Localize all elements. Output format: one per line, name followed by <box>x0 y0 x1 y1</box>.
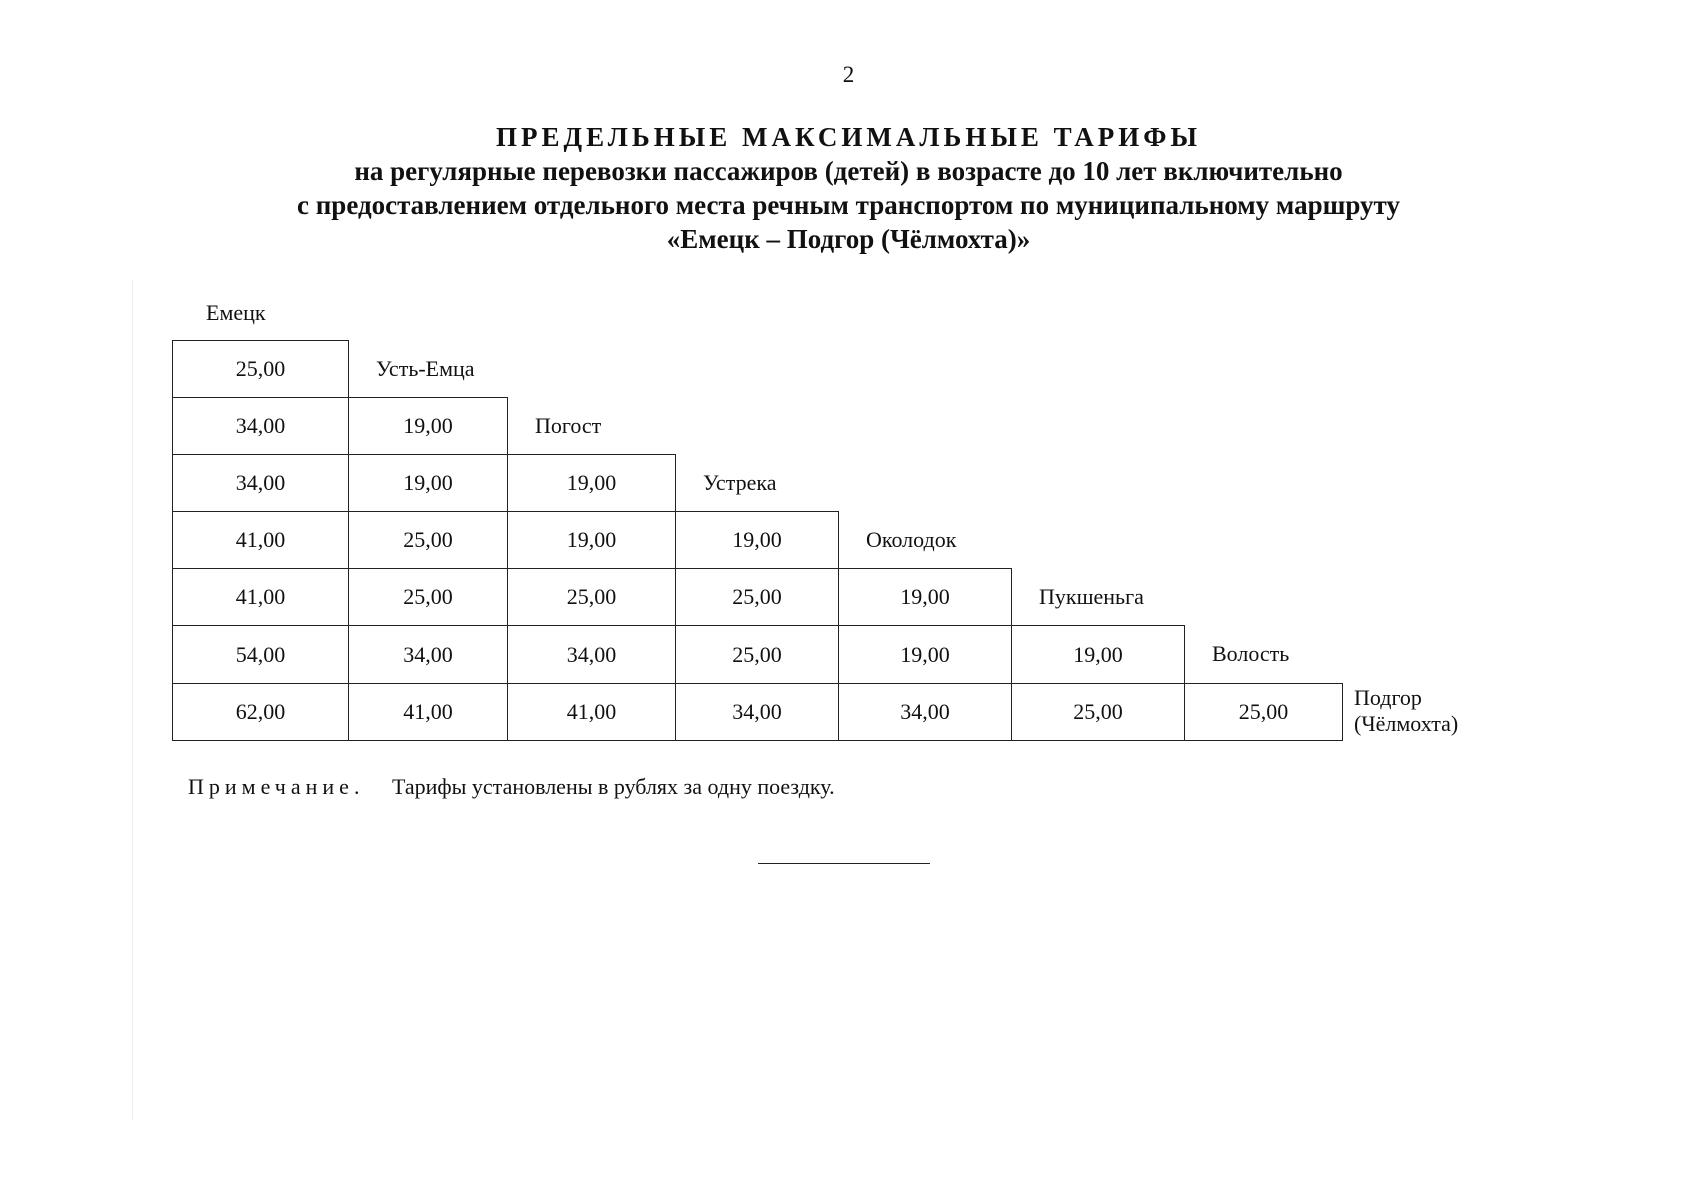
fare-cell: 25,00 <box>348 511 508 569</box>
stop-label: Волость <box>1212 641 1290 666</box>
fare-cell: 19,00 <box>838 568 1012 626</box>
stop-label: Пукшеньга <box>1039 583 1144 609</box>
fare-cell: 34,00 <box>348 625 508 684</box>
fare-cell: 34,00 <box>172 397 349 455</box>
end-rule <box>758 863 930 864</box>
note-text: Тарифы установлены в рублях за одну поездку. <box>391 774 835 799</box>
fare-cell: 62,00 <box>172 683 349 741</box>
note <box>188 774 835 800</box>
stop-label: Устрека <box>703 469 777 495</box>
fare-cell: 25,00 <box>1011 683 1185 741</box>
fare-cell: 34,00 <box>838 683 1012 741</box>
fare-cell: 25,00 <box>507 568 676 626</box>
fare-cell: 25,00 <box>1184 683 1343 741</box>
fare-cell: 19,00 <box>507 511 676 569</box>
fare-cell: 25,00 <box>348 568 508 626</box>
fare-cell: 34,00 <box>172 454 349 512</box>
stop-label: Погост <box>535 412 602 438</box>
fare-cell: 19,00 <box>1011 625 1185 684</box>
fare-cell: 41,00 <box>172 511 349 569</box>
fare-cell: 25,00 <box>172 340 349 398</box>
fare-cell: 41,00 <box>348 683 508 741</box>
title-line-3: с предоставлением отдельного места речным транспортом по муниципальному маршруту <box>297 190 1400 220</box>
title-line-2: на регулярные перевозки пассажиров (детей) в возрасте до 10 лет включительно <box>354 156 1343 186</box>
fare-cell: 19,00 <box>348 454 508 512</box>
stop-label: Подгор (Чёлмохта) <box>1354 685 1459 736</box>
title-line-4: «Емецк – Подгор (Чёлмохта)» <box>666 224 1031 254</box>
fare-cell: 25,00 <box>675 568 839 626</box>
page-number: 2 <box>842 62 855 87</box>
fare-cell: 19,00 <box>675 511 839 569</box>
fare-cell: 41,00 <box>172 568 349 626</box>
fare-cell: 34,00 <box>507 625 676 684</box>
fare-cell: 19,00 <box>348 397 508 455</box>
fare-cell: 25,00 <box>675 625 839 684</box>
title-main: ПРЕДЕЛЬНЫЕ МАКСИМАЛЬНЫЕ ТАРИФЫ <box>496 122 1201 152</box>
fare-cell: 41,00 <box>507 683 676 741</box>
fare-cell: 19,00 <box>507 454 676 512</box>
stop-label: Усть-Емца <box>376 355 475 381</box>
fare-cell: 54,00 <box>172 625 349 684</box>
note-label: Примечание. <box>188 774 365 799</box>
fare-cell: 34,00 <box>675 683 839 741</box>
stop-label: Околодок <box>866 526 957 552</box>
stop-label: Емецк <box>206 300 266 325</box>
fare-cell: 19,00 <box>838 625 1012 684</box>
